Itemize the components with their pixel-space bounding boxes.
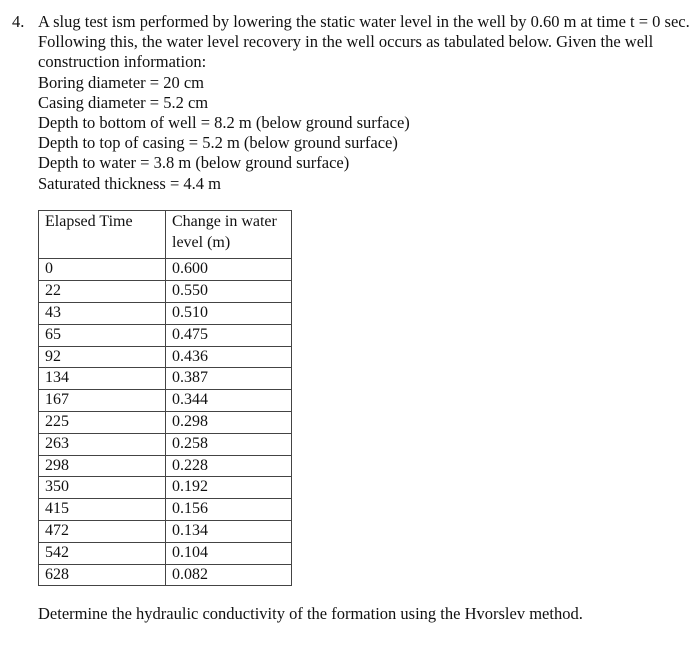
elapsed-time-cell: 225: [39, 412, 166, 434]
elapsed-time-cell: 22: [39, 281, 166, 303]
table-row: [39, 542, 292, 564]
problem-intro: A slug test ism performed by lowering the static water level in the well by 0.60 m at time t = 0 sec. Following this, the water level recovery in the well occurs as tabulated below. Given the well construction information:: [38, 12, 690, 72]
water-level-cell: 0.436: [166, 346, 292, 368]
problem-number: 4.: [12, 12, 25, 31]
spec-saturated-thickness: Saturated thickness = 4.4 m: [38, 173, 221, 193]
spec-depth-bottom-of-well: Depth to bottom of well = 8.2 m (below ground surface): [38, 113, 410, 133]
table-row: [39, 259, 292, 281]
water-level-cell: 0.104: [166, 542, 292, 564]
water-level-cell: 0.192: [166, 477, 292, 499]
water-level-cell: 0.228: [166, 455, 292, 477]
elapsed-time-cell: 92: [39, 346, 166, 368]
water-level-cell: 0.475: [166, 324, 292, 346]
problem-block: [12, 12, 692, 624]
water-level-cell: 0.134: [166, 520, 292, 542]
elapsed-time-cell: 298: [39, 455, 166, 477]
water-level-cell: 0.344: [166, 390, 292, 412]
problem-question: Determine the hydraulic conductivity of the formation using the Hvorslev method.: [38, 604, 583, 624]
water-level-cell: 0.387: [166, 368, 292, 390]
water-level-cell: 0.258: [166, 433, 292, 455]
table-row: [39, 412, 292, 434]
water-level-cell: 0.082: [166, 564, 292, 586]
table-row: [39, 520, 292, 542]
elapsed-time-cell: 263: [39, 433, 166, 455]
header-change-in-water-level: Change in water level (m): [166, 210, 292, 259]
table-row: [39, 346, 292, 368]
table-row: [39, 433, 292, 455]
table-row: [39, 499, 292, 521]
table-row: [39, 368, 292, 390]
spec-depth-top-of-casing: Depth to top of casing = 5.2 m (below ground surface): [38, 133, 398, 153]
elapsed-time-cell: 415: [39, 499, 166, 521]
table-row: [39, 564, 292, 586]
elapsed-time-cell: 65: [39, 324, 166, 346]
table-header-row: [39, 210, 292, 259]
spec-depth-to-water: Depth to water = 3.8 m (below ground surface): [38, 153, 350, 173]
elapsed-time-cell: 350: [39, 477, 166, 499]
table-row: [39, 324, 292, 346]
elapsed-time-cell: 0: [39, 259, 166, 281]
water-level-cell: 0.550: [166, 281, 292, 303]
elapsed-time-cell: 542: [39, 542, 166, 564]
elapsed-time-cell: 134: [39, 368, 166, 390]
elapsed-time-cell: 167: [39, 390, 166, 412]
water-level-cell: 0.156: [166, 499, 292, 521]
table-row: [39, 455, 292, 477]
water-level-cell: 0.510: [166, 303, 292, 325]
well-construction-specs: [38, 73, 692, 194]
header-elapsed-time: Elapsed Time: [39, 210, 166, 259]
table-row: [39, 477, 292, 499]
elapsed-time-cell: 628: [39, 564, 166, 586]
water-level-cell: 0.298: [166, 412, 292, 434]
table-row: [39, 303, 292, 325]
water-level-cell: 0.600: [166, 259, 292, 281]
elapsed-time-cell: 472: [39, 520, 166, 542]
recovery-data-table: [38, 210, 292, 587]
spec-casing-diameter: Casing diameter = 5.2 cm: [38, 92, 209, 112]
spec-boring-diameter: Boring diameter = 20 cm: [38, 72, 205, 92]
problem-body: [38, 12, 692, 624]
elapsed-time-cell: 43: [39, 303, 166, 325]
table-row: [39, 281, 292, 303]
table-row: [39, 390, 292, 412]
